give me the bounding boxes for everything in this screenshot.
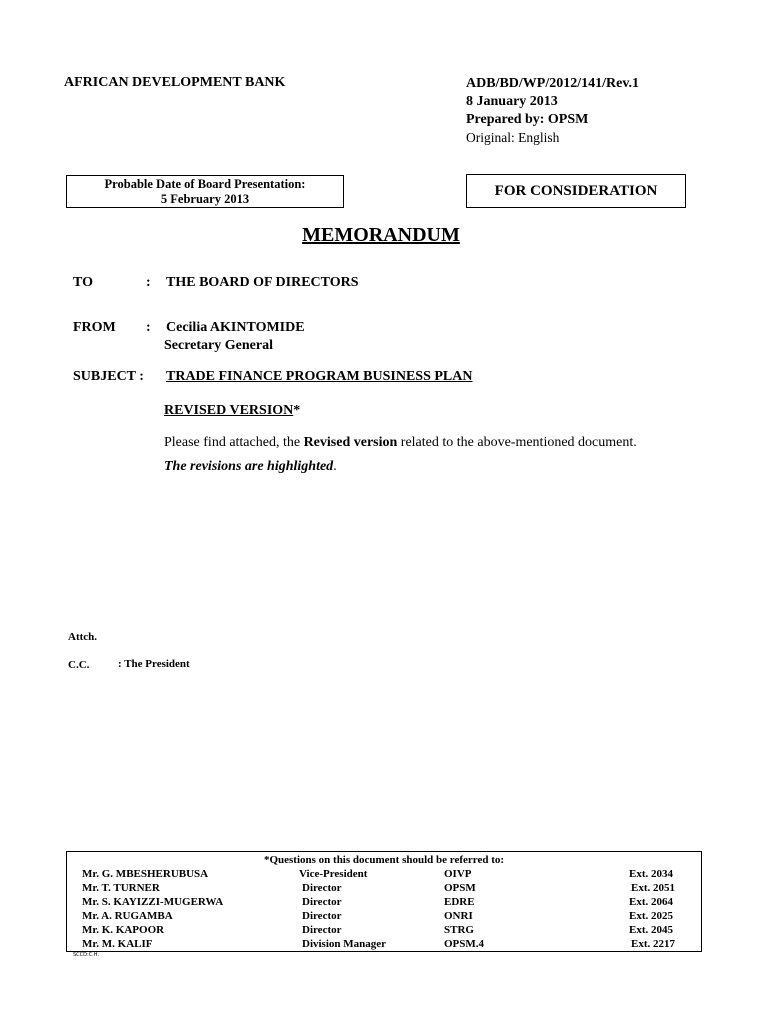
table-row [67,910,701,924]
p1-after: related to the above-mentioned document. [397,435,637,450]
board-presentation-box [66,175,344,208]
cc-label: C.C. [68,659,90,671]
contact-ext: Ext. 2064 [629,896,673,908]
contact-ext: Ext. 2025 [629,910,673,922]
contact-name: Mr. S. KAYIZZI-MUGERWA [82,896,224,908]
contact-title: Director [302,882,342,894]
contact-unit: EDRE [444,896,475,908]
subject-line: TRADE FINANCE PROGRAM BUSINESS PLAN [166,369,473,384]
from-colon: : [146,320,151,335]
from-label: FROM [73,320,116,335]
body-paragraph-1 [164,435,637,451]
to-colon: : [146,275,151,290]
presentation-date: 5 February 2013 [160,192,250,206]
contact-title: Division Manager [302,938,387,950]
from-name: Cecilia AKINTOMIDE [166,320,305,335]
contact-name: Mr. G. MBESHERUBUSA [82,868,209,880]
contact-ext: Ext. 2034 [629,868,673,880]
contact-name: Mr. A. RUGAMBA [82,910,173,922]
revised-version-star: * [293,403,301,418]
contact-unit: OIVP [444,868,472,880]
memo-title [0,224,768,247]
contact-unit: OPSM [444,882,476,894]
prepared-by: Prepared by: OPSM [466,112,589,127]
contact-ext: Ext. 2051 [631,882,675,894]
table-row [67,896,701,910]
subject-revised [164,403,300,419]
memo-title-text: MEMORANDUM [302,224,460,246]
p1-before: Please find attached, the [164,435,304,450]
document-date: 8 January 2013 [466,94,558,109]
contacts-heading: *Questions on this document should be referred to: [263,854,505,866]
contact-title: Vice-President [299,868,368,880]
contact-name: Mr. T. TURNER [82,882,160,894]
from-role: Secretary General [164,338,273,353]
contact-unit: OPSM.4 [444,938,485,950]
contact-name: Mr. K. KAPOOR [82,924,165,936]
subject-label: SUBJECT : [73,369,144,384]
for-consideration-box: FOR CONSIDERATION [466,174,686,208]
contact-unit: STRG [444,924,474,936]
table-row [67,924,701,938]
contact-name: Mr. M. KALIF [82,938,153,950]
contact-ext: Ext. 2217 [631,938,675,950]
revised-version-text: REVISED VERSION [164,403,294,418]
contact-ext: Ext. 2045 [629,924,673,936]
contact-title: Director [302,896,342,908]
contact-title: Director [302,924,342,936]
contact-title: Director [302,910,342,922]
original-language: Original: English [466,130,560,145]
to-label: TO [73,275,93,290]
contacts-box [66,851,702,952]
attachment-label: Attch. [68,631,98,643]
document-reference-block [466,75,639,147]
table-row [67,938,701,952]
to-value: THE BOARD OF DIRECTORS [166,275,359,290]
table-row [67,882,701,896]
organization-name: AFRICAN DEVELOPMENT BANK [64,75,286,90]
body-paragraph-2 [164,459,337,475]
p2-italic: The revisions are highlighted [164,459,334,474]
p2-end: . [333,459,337,474]
p1-bold: Revised version [303,435,398,450]
footer-code: SCCD:C.H. [73,952,100,958]
contact-unit: ONRI [444,910,473,922]
table-row [67,868,701,882]
presentation-label: Probable Date of Board Presentation: [104,177,306,191]
document-number: ADB/BD/WP/2012/141/Rev.1 [466,76,640,91]
cc-value: : The President [118,658,190,670]
